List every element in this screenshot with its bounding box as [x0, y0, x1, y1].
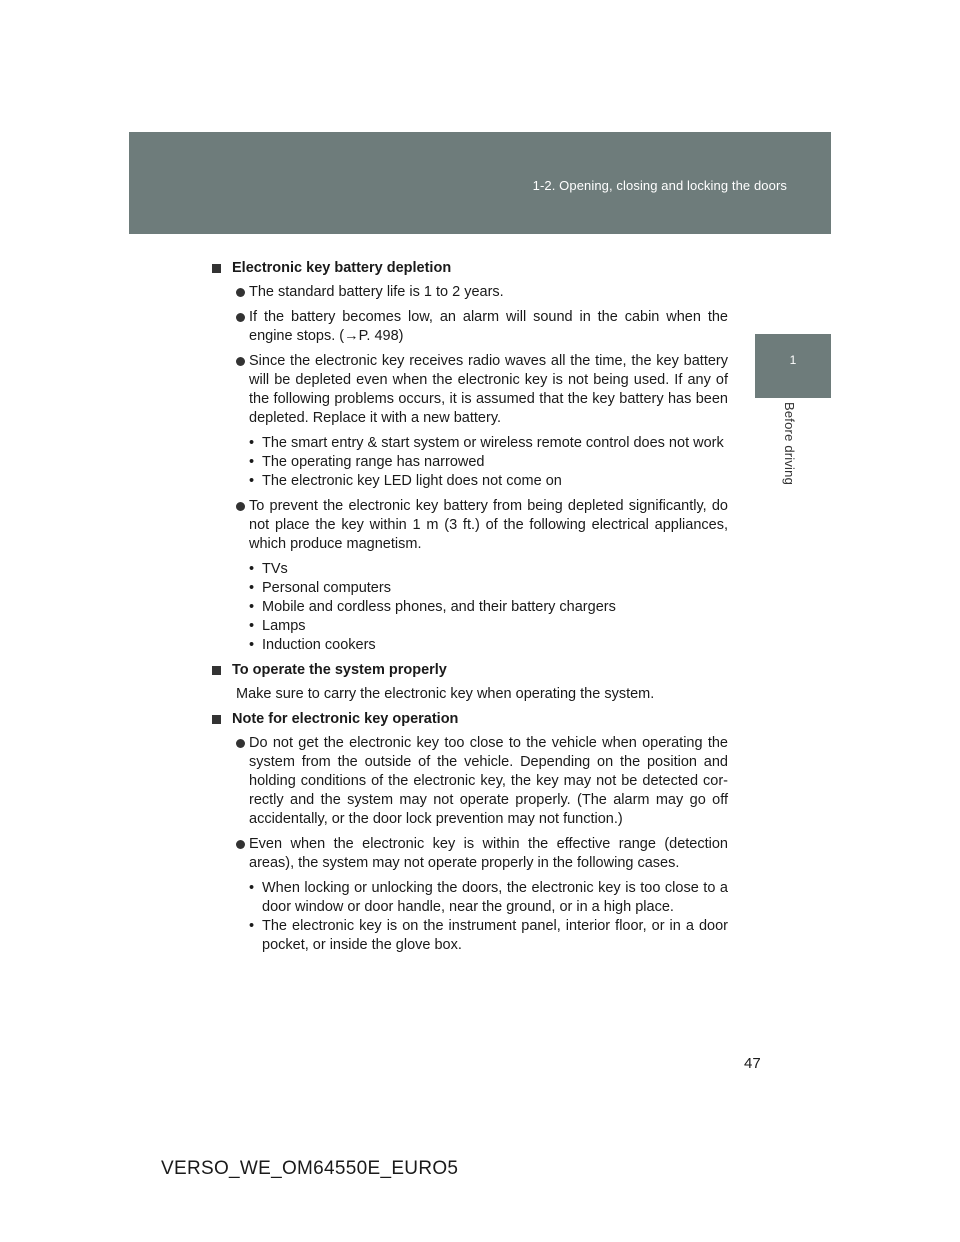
dot-mark-icon: •	[249, 618, 255, 634]
dot-mark-icon: •	[249, 599, 255, 615]
square-bullet-icon	[212, 264, 221, 273]
list-item: • The smart entry & start system or wireless remote control does not work	[249, 435, 724, 451]
dot-mark-icon: •	[249, 880, 255, 896]
bullet-item	[212, 283, 728, 302]
bullet-item	[212, 497, 728, 554]
chapter-label: Before driving	[782, 402, 797, 486]
header-section-title: 1-2. Opening, closing and locking the doors	[532, 178, 787, 193]
bullet-text: The standard battery life is 1 to 2 years.	[249, 284, 504, 300]
problem-list	[212, 434, 728, 491]
section-heading-text: Electronic key battery depletion	[232, 260, 452, 276]
chapter-tab	[755, 334, 831, 398]
list-item: • The operating range has narrowed	[249, 454, 485, 470]
list-item: • Mobile and cordless phones, and their battery chargers	[249, 599, 616, 615]
dot-mark-icon: •	[249, 473, 255, 489]
chapter-number: 1	[789, 353, 797, 367]
dot-mark-icon: •	[249, 918, 255, 934]
circle-bullet-icon	[236, 313, 245, 322]
bullet-item	[212, 835, 728, 873]
dot-mark-icon: •	[249, 580, 255, 596]
header-band	[129, 132, 831, 234]
list-item: • Personal computers	[249, 580, 391, 596]
list-item: • Lamps	[249, 618, 306, 634]
square-bullet-icon	[212, 666, 221, 675]
paragraph: Make sure to carry the electronic key when operating the system.	[236, 686, 655, 702]
list-item: • When locking or unlocking the doors, the electronic key is too close to a door window or door handle, near the ground, or in a high place.	[249, 880, 728, 915]
square-bullet-icon	[212, 715, 221, 724]
dot-mark-icon: •	[249, 435, 255, 451]
list-item: • The electronic key is on the instrument panel, interior floor, or in a door pocket, or inside the glove box.	[249, 918, 728, 953]
bullet-text: Since the electronic key receives radio waves all the time, the key battery will be depleted even when the electronic key is not being used. If any of the following problems occurs, it is assumed that the key battery has been depleted. Replace it with a new battery.	[249, 353, 728, 426]
circle-bullet-icon	[236, 288, 245, 297]
bullet-item	[212, 308, 728, 346]
circle-bullet-icon	[236, 739, 245, 748]
dot-mark-icon: •	[249, 637, 255, 653]
document-code: VERSO_WE_OM64550E_EURO5	[161, 1158, 459, 1179]
circle-bullet-icon	[236, 502, 245, 511]
bullet-text: To prevent the electronic key battery from being depleted significantly, do not place the key within 1 m (3 ft.) of the following electrical appliances, which produce magnetism.	[249, 498, 728, 552]
section-heading-note	[212, 710, 728, 729]
page-number: 47	[744, 1055, 761, 1072]
section-heading-text: Note for electronic key operation	[232, 711, 459, 727]
appliance-list	[212, 560, 728, 655]
section-heading-text: To operate the system properly	[232, 662, 447, 678]
list-item: • TVs	[249, 561, 288, 577]
dot-mark-icon: •	[249, 454, 255, 470]
circle-bullet-icon	[236, 357, 245, 366]
list-item: • The electronic key LED light does not come on	[249, 473, 562, 489]
page-content	[212, 259, 728, 961]
list-item: • Induction cookers	[249, 637, 376, 653]
bullet-item	[212, 352, 728, 428]
bullet-text: Even when the electronic key is within the effective range (detection areas), the system may not operate properly in the following cases.	[249, 836, 728, 871]
bullet-item	[212, 734, 728, 829]
bullet-text: Do not get the electronic key too close to the vehicle when operating the system from the outside of the vehicle. Depending on the position and holding conditions of the electronic key, the key may not be detected cor-rectly and the system may not operate properly. (The alarm may go off accidentally, or the door lock prevention may not function.)	[249, 735, 728, 827]
section-heading-operate	[212, 661, 728, 680]
case-list	[212, 879, 728, 955]
dot-mark-icon: •	[249, 561, 255, 577]
section-heading-battery	[212, 259, 728, 278]
circle-bullet-icon	[236, 840, 245, 849]
bullet-text: If the battery becomes low, an alarm will sound in the cabin when the engine stops. (→P. 498)	[249, 309, 728, 344]
